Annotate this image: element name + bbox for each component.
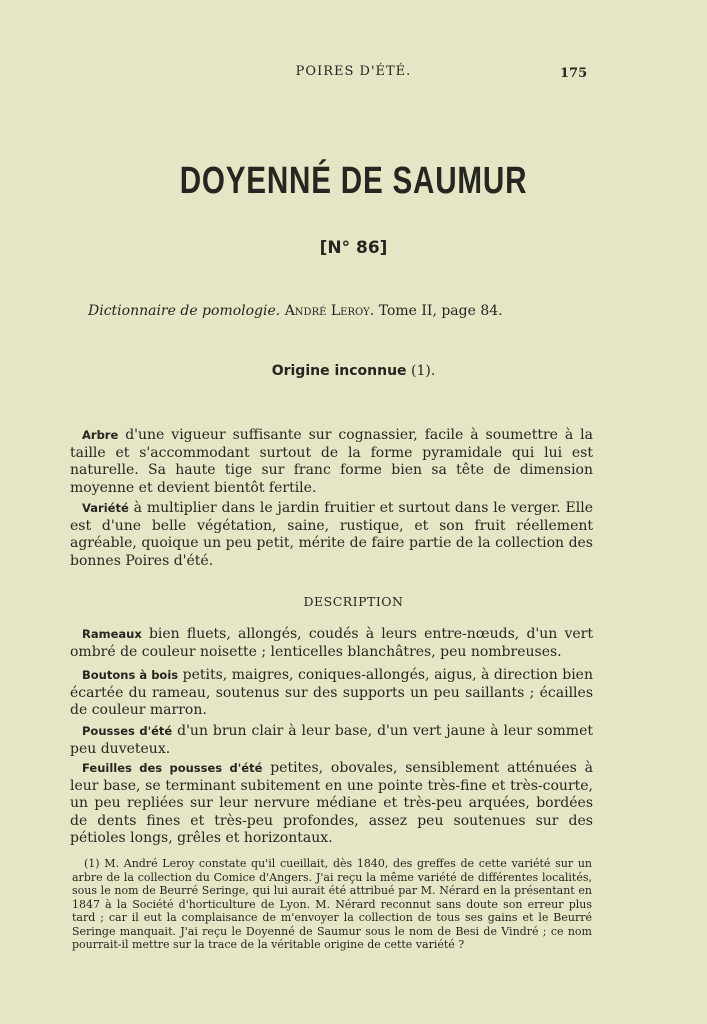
citation-author: André Leroy.	[284, 303, 375, 319]
para-lead: Rameaux	[82, 627, 142, 641]
para-text: à multiplier dans le jardin fruitier et surtout dans le verger. Elle est d'une belle végétation, saine, rustique, et son fruit réellement agréable, quoique un peu petit, mérite de faire partie de la collection des bonnes Poires d'été.	[70, 500, 593, 569]
running-header: POIRES D'ÉTÉ.	[295, 64, 412, 79]
para-text: petits, maigres, coniques-allongés, aigus, à direction bien écartée du rameau, soutenus sur des supports un peu saillants ; écailles de couleur marron.	[70, 667, 593, 718]
para-text: d'une vigueur suffisante sur cognassier, facile à soumettre à la taille et s'accommodant surtout de la forme pyramidale qui lui est naturelle. Sa haute tige sur franc forme bien sa tête de dimension moyenne et devient bientôt fertile.	[70, 427, 593, 496]
para-lead: Feuilles des pousses d'été	[82, 761, 263, 775]
citation-work: Dictionnaire de pomologie.	[88, 303, 281, 319]
desc-feuilles	[70, 760, 593, 848]
citation	[88, 303, 503, 319]
para-lead: Arbre	[82, 428, 119, 442]
page-title: DOYENNÉ DE SAUMUR	[179, 160, 528, 202]
origin-label: Origine inconnue	[271, 363, 407, 379]
para-text: bien fluets, allongés, coudés à leurs entre-nœuds, d'un vert ombré de couleur noisette ; lenticelles blanchâtres, peu nombreuses.	[70, 626, 593, 660]
para-lead: Pousses d'été	[82, 724, 173, 738]
citation-rest: Tome II, page 84.	[378, 303, 503, 319]
para-text: petites, obovales, sensiblement atténuées à leur base, se terminant subitement en une pointe très-fine et très-courte, un peu repliées sur leur nervure médiane et très-peu arquées, bordées de dents fines et très-peu profondes, assez peu soutenues sur des pétioles longs, grêles et horizontaux.	[70, 760, 593, 846]
para-text: d'un brun clair à leur base, d'un vert jaune à leur sommet peu duveteux.	[70, 723, 593, 757]
entry-number: [N° 86]	[319, 238, 388, 258]
page-number: 175	[560, 66, 588, 81]
desc-rameaux	[70, 626, 593, 661]
origin	[0, 363, 707, 379]
footnote: (1) M. André Leroy constate qu'il cueillait, dès 1840, des greffes de cette variété sur un arbre de la collection du Comice d'Angers. J'ai reçu la même variété de différentes localités, sous le nom de Beurré Seringe, qui lui aurait été attribué par M. Nérard en la présentant en 1847 à la Société d'horticulture de Lyon. M. Nérard reconnut sans doute son erreur plus tard ; car il eut la complaisance de m'envoyer la collection de tous ses gains et le Beurré Seringe manquait. J'ai reçu le Doyenné de Saumur sous le nom de Besi de Vindré ; ce nom pourrait-il mettre sur la trace de la véritable origine de cette variété ?	[72, 857, 592, 951]
para-lead: Variété	[82, 501, 129, 515]
desc-pousses	[70, 723, 593, 758]
paragraph-arbre	[70, 427, 593, 497]
description-heading: DESCRIPTION	[303, 594, 404, 609]
origin-footnote-ref: (1).	[411, 363, 436, 379]
para-lead: Boutons à bois	[82, 668, 179, 682]
paragraph-variete	[70, 500, 593, 570]
desc-boutons	[70, 667, 593, 720]
